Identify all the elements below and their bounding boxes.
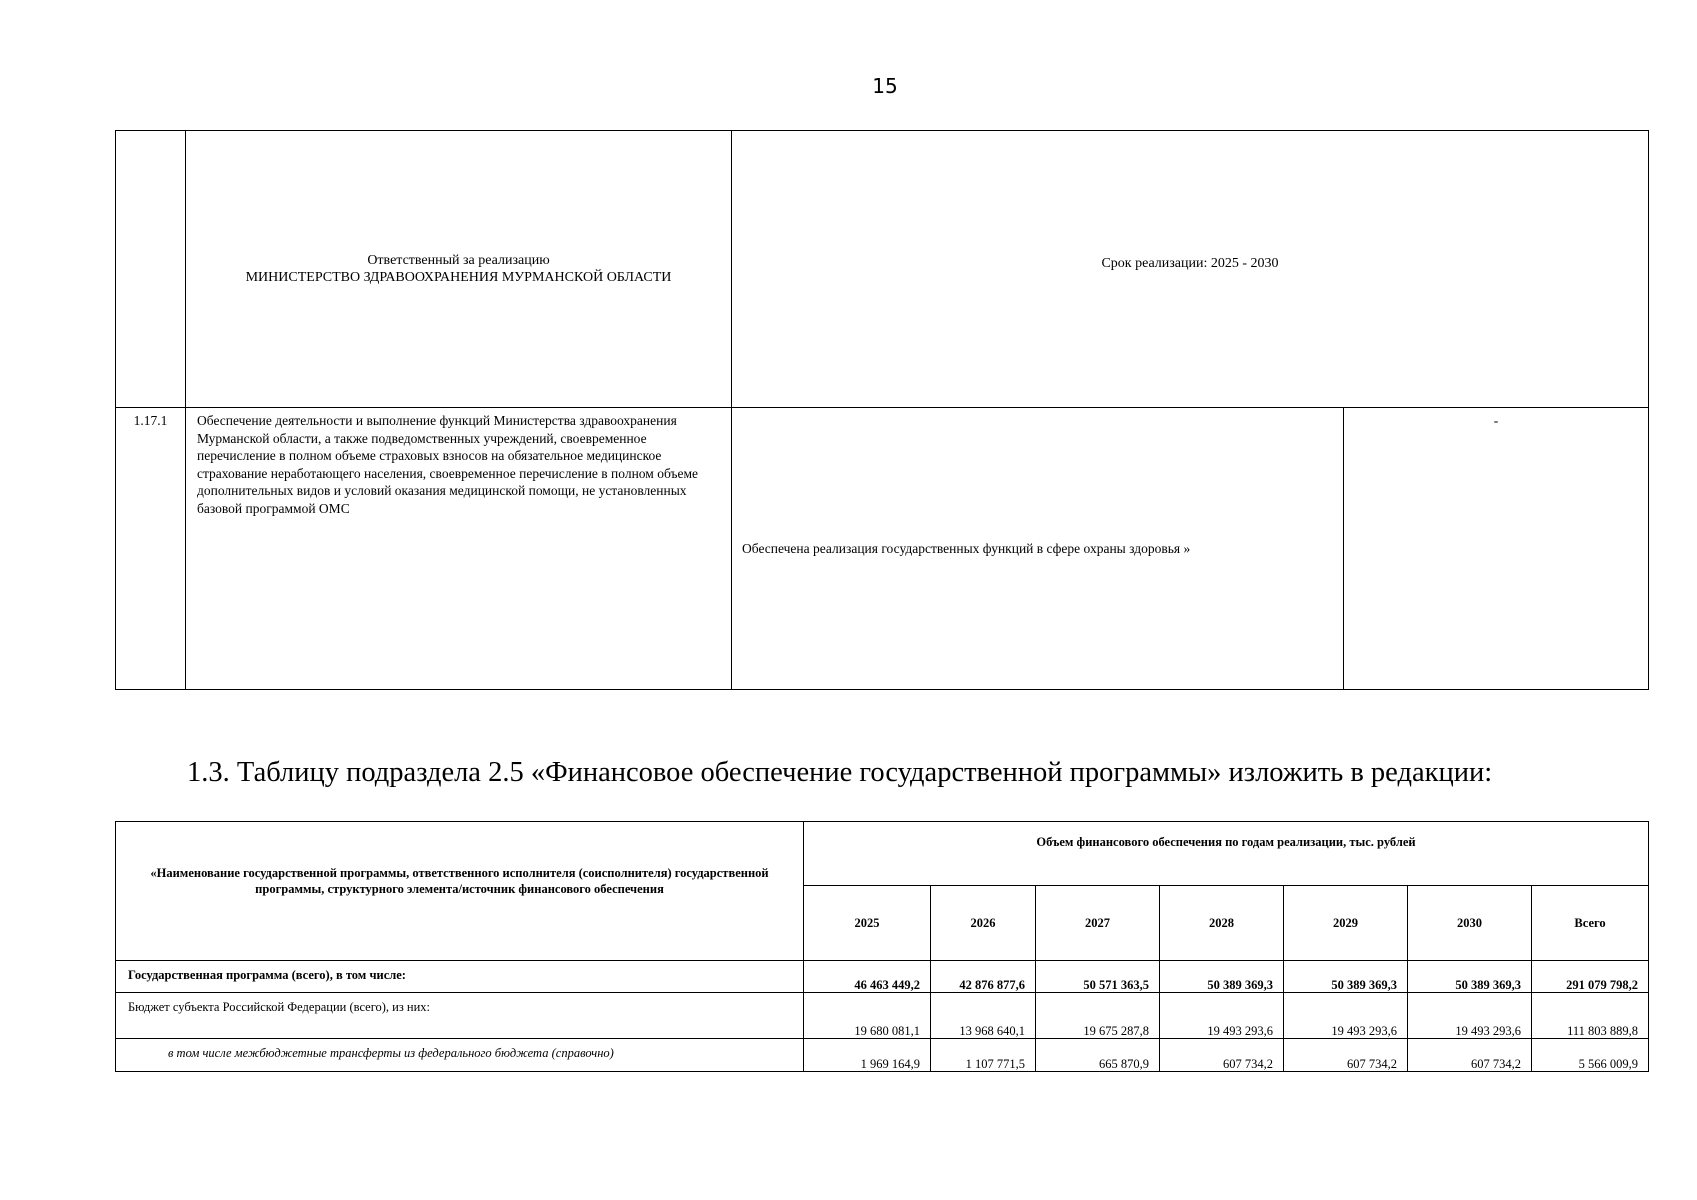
row-value: 665 870,9 (1036, 1039, 1160, 1072)
table-row (116, 1039, 1649, 1072)
row-value: 19 680 081,1 (804, 993, 931, 1039)
year-header: 2030 (1408, 886, 1532, 961)
row-description: Обеспечение деятельности и выполнение функций Министерства здравоохранения Мурманской области, а также подведомственных учреждений, своевременное перечисление в полном объеме страховых взносов на обязательное медицинское страхование неработающего населения, своевременное перечисление в полном объеме дополнительных видов и условий оказания медицинской помощи, не установленных базовой программой ОМС (186, 408, 732, 690)
row-value: 607 734,2 (1160, 1039, 1284, 1072)
finance-header-row (116, 822, 1649, 886)
row-value: 42 876 877,6 (931, 961, 1036, 993)
row-value: 19 493 293,6 (1284, 993, 1408, 1039)
row-value: 607 734,2 (1284, 1039, 1408, 1072)
activity-table (115, 130, 1649, 690)
row-label: Государственная программа (всего), в том числе: (116, 961, 804, 993)
row-value: 291 079 798,2 (1532, 961, 1649, 993)
row-label: в том числе межбюджетные трансферты из федерального бюджета (справочно) (116, 1039, 804, 1072)
row-value: 13 968 640,1 (931, 993, 1036, 1039)
row-value: 111 803 889,8 (1532, 993, 1649, 1039)
year-header: 2027 (1036, 886, 1160, 961)
row-result: Обеспечена реализация государственных функций в сфере охраны здоровья » (732, 408, 1344, 690)
responsible-ministry: МИНИСТЕРСТВО ЗДРАВООХРАНЕНИЯ МУРМАНСКОЙ ОБЛАСТИ (245, 270, 672, 285)
row-value: 1 107 771,5 (931, 1039, 1036, 1072)
row-value: 46 463 449,2 (804, 961, 931, 993)
year-header: 2029 (1284, 886, 1408, 961)
year-header: 2028 (1160, 886, 1284, 961)
row-value: 50 389 369,3 (1284, 961, 1408, 993)
row-number: 1.17.1 (116, 408, 186, 690)
row-value: 50 571 363,5 (1036, 961, 1160, 993)
row-value: 1 969 164,9 (804, 1039, 931, 1072)
row-value: 50 389 369,3 (1160, 961, 1284, 993)
total-header: Всего (1532, 886, 1649, 961)
term-text: Срок реализации: 2025 - 2030 (1101, 256, 1279, 272)
row-label: Бюджет субъекта Российской Федерации (всего), из них: (116, 993, 804, 1039)
table-row (116, 408, 1649, 690)
term-header (732, 131, 1649, 408)
name-column-header: «Наименование государственной программы, ответственного исполнителя (соисполнителя) государственной программы, структурного элемента/источник финансового обеспечения (116, 822, 804, 961)
year-header: 2026 (931, 886, 1036, 961)
volume-header: Объем финансового обеспечения по годам реализации, тыс. рублей (804, 822, 1649, 886)
table-row (116, 993, 1649, 1039)
section-title: 1.3. Таблицу подраздела 2.5 «Финансовое обеспечение государственной программы» изложить в редакции: (187, 757, 1493, 788)
row-value: 19 493 293,6 (1160, 993, 1284, 1039)
year-header: 2025 (804, 886, 931, 961)
row-value: 5 566 009,9 (1532, 1039, 1649, 1072)
empty-cell (116, 131, 186, 408)
row-value: 50 389 369,3 (1408, 961, 1532, 993)
page-number: 15 (872, 74, 898, 98)
finance-table (115, 821, 1649, 1072)
row-value: 607 734,2 (1408, 1039, 1532, 1072)
table-header-row (116, 131, 1649, 408)
row-link: - (1344, 408, 1649, 690)
table-row (116, 961, 1649, 993)
responsible-header (186, 131, 732, 408)
row-value: 19 675 287,8 (1036, 993, 1160, 1039)
row-value: 19 493 293,6 (1408, 993, 1532, 1039)
responsible-label: Ответственный за реализацию (367, 253, 550, 268)
